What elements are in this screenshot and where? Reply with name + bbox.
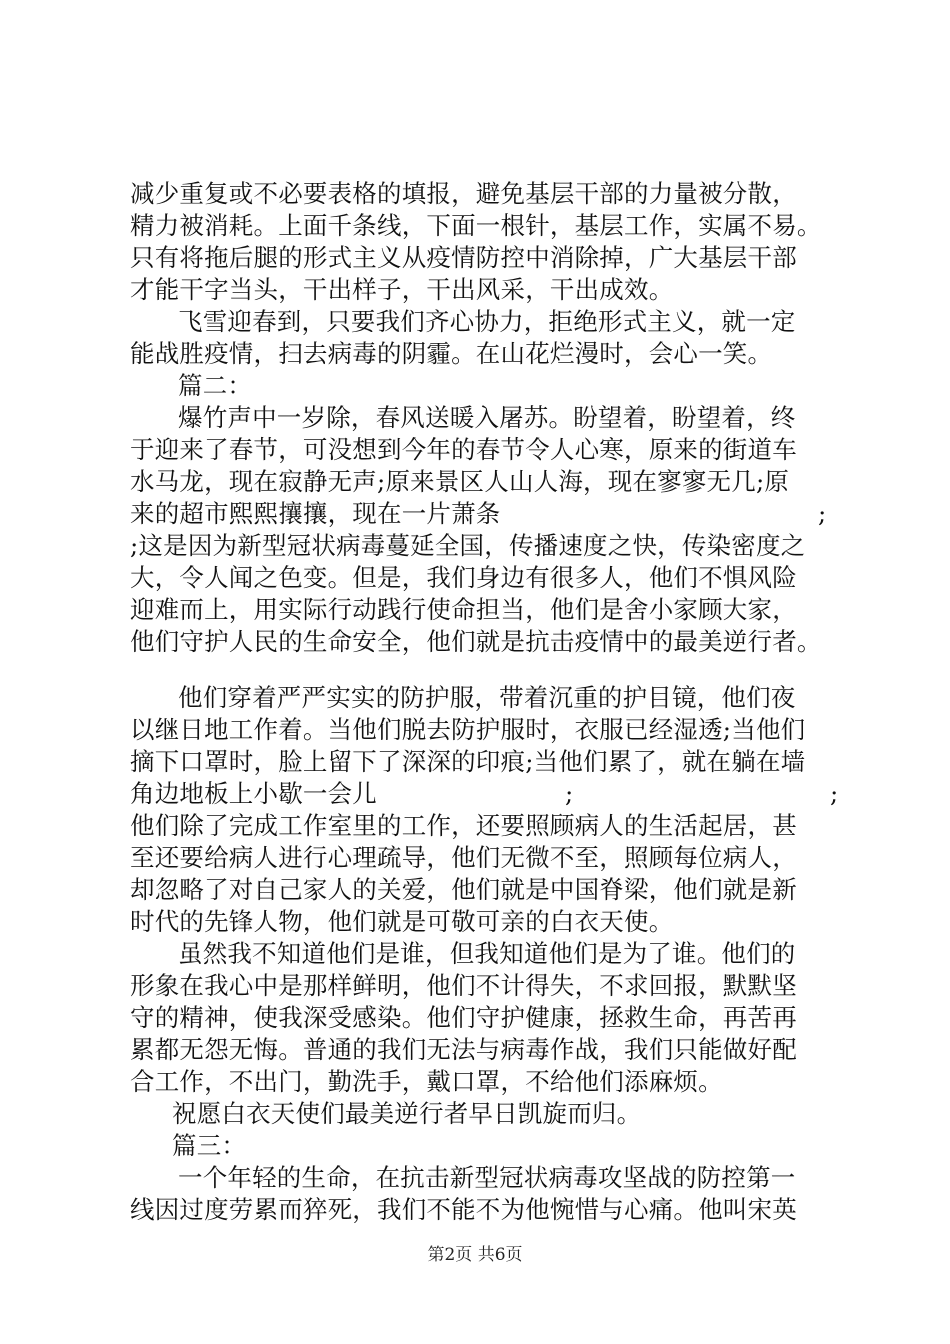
- text-line: 时代的先锋人物，他们就是可敬可亲的白衣天使。: [130, 907, 674, 936]
- section-heading: 篇二：: [178, 371, 253, 400]
- semicolon: ;: [830, 779, 839, 808]
- text-line: 祝愿白衣天使们最美逆行者早日凯旋而归。: [172, 1099, 642, 1128]
- text-line: 以继日地工作着。当他们脱去防护服时，衣服已经湿透;当他们: [130, 715, 806, 744]
- text-line: 虽然我不知道他们是谁，但我知道他们是为了谁。他们的: [178, 939, 796, 968]
- text-line: 能战胜疫情，扫去病毒的阴霾。在山花烂漫时，会心一笑。: [130, 339, 773, 368]
- text-line: 形象在我心中是那样鲜明，他们不计得失，不求回报，默默坚: [130, 971, 797, 1000]
- text-line: 他们穿着严严实实的防护服，带着沉重的护目镜，他们夜: [178, 683, 796, 712]
- text-line: 守的精神，使我深受感染。他们守护健康，拯救生命，再苦再: [130, 1003, 797, 1032]
- text-line: 至还要给病人进行心理疏导，他们无微不至，照顾每位病人，: [130, 843, 797, 872]
- text-line: 迎难而上，用实际行动践行使命担当，他们是舍小家顾大家，: [130, 595, 797, 624]
- text-line: 才能干字当头，干出样子，干出风采，干出成效。: [130, 275, 674, 304]
- text-line: ;这是因为新型冠状病毒蔓延全国，传播速度之快，传染密度之: [130, 531, 806, 560]
- text-line: 累都无怨无悔。普通的我们无法与病毒作战，我们只能做好配: [130, 1035, 797, 1064]
- page-footer: 第2页 共6页: [427, 1245, 523, 1265]
- semicolon: ;: [818, 499, 827, 528]
- text-line: 摘下口罩时，脸上留下了深深的印痕;当他们累了，就在躺在墙: [130, 747, 806, 776]
- text-line: 水马龙，现在寂静无声;原来景区人山人海，现在寥寥无几;原: [130, 467, 790, 496]
- text-line: 角边地板上小歇一会儿: [130, 779, 377, 808]
- section-heading: 篇三：: [172, 1131, 247, 1160]
- text-line: 他们除了完成工作室里的工作，还要照顾病人的生活起居，甚: [130, 811, 797, 840]
- text-line: 却忽略了对自己家人的关爱，他们就是中国脊梁，他们就是新: [130, 875, 797, 904]
- text-line: 合工作，不出门，勤洗手，戴口罩，不给他们添麻烦。: [130, 1067, 723, 1096]
- text-line: 来的超市熙熙攘攘，现在一片萧条: [130, 499, 501, 528]
- text-line: 一个年轻的生命，在抗击新型冠状病毒攻坚战的防控第一: [178, 1163, 796, 1192]
- text-line: 精力被消耗。上面千条线，下面一根针，基层工作，实属不易。: [130, 211, 822, 240]
- text-line: 他们守护人民的生命安全，他们就是抗击疫情中的最美逆行者。: [130, 627, 822, 656]
- text-line: 于迎来了春节，可没想到今年的春节令人心寒，原来的街道车: [130, 435, 797, 464]
- text-line: 线因过度劳累而猝死，我们不能不为他惋惜与心痛。他叫宋英: [130, 1195, 797, 1224]
- text-line: 飞雪迎春到，只要我们齐心协力，拒绝形式主义，就一定: [178, 307, 796, 336]
- semicolon: ;: [565, 779, 574, 808]
- text-line: 大，令人闻之色变。但是，我们身边有很多人，他们不惧风险: [130, 563, 797, 592]
- text-line: 爆竹声中一岁除，春风送暖入屠苏。盼望着，盼望着，终: [178, 403, 796, 432]
- text-line: 减少重复或不必要表格的填报，避免基层干部的力量被分散，: [130, 179, 797, 208]
- text-line: 只有将拖后腿的形式主义从疫情防控中消除掉，广大基层干部: [130, 243, 797, 272]
